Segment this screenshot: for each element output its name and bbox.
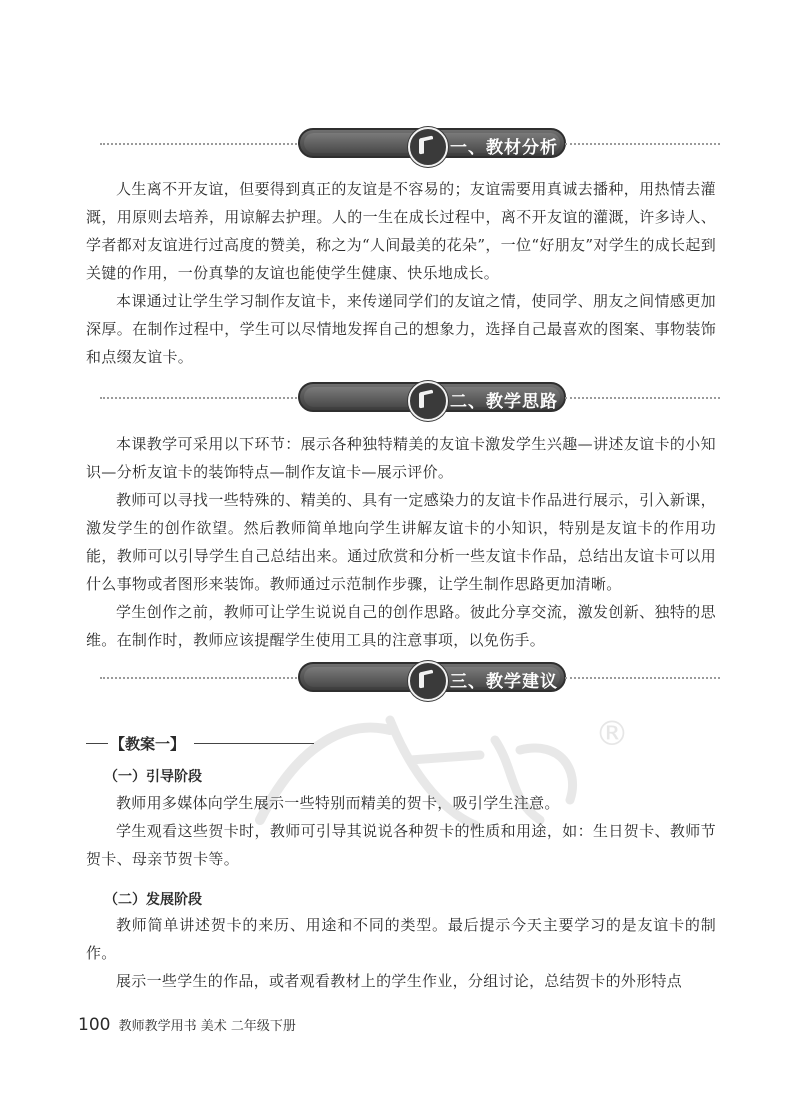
book-emblem-icon [408,661,448,701]
section-title: 一、教材分析 [450,138,558,158]
stage-title-development: （二）发展阶段 [104,892,202,908]
stage-body-development [86,911,716,995]
book-title: 教师教学用书 美术 二年级下册 [118,1019,296,1034]
section-body-teaching-approach [86,430,716,654]
book-emblem-icon [408,381,448,421]
section-header-teaching-suggestions [100,660,720,694]
paragraph: 教师可以寻找一些特殊的、精美的、具有一定感染力的友谊卡作品进行展示，引入新课，激发学生的创作欲望。然后教师简单地向学生讲解友谊卡的小知识，特别是友谊卡的作用功能，教师可以引导学生自己总结出来。通过欣赏和分析一些友谊卡作品，总结出友谊卡可以用什么事物或者图形来装饰。教师通过示范制作步骤，让学生制作思路更加清晰。 [86,491,716,593]
paragraph: 学生观看这些贺卡时，教师可引导其说说各种贺卡的性质和用途，如：生日贺卡、教师节贺卡、母亲节贺卡等。 [86,822,716,868]
paragraph: 展示一些学生的作品，或者观看教材上的学生作业，分组讨论，总结贺卡的外形特点 [116,972,683,990]
section-pill [298,382,566,412]
stage-title-guidance: （一）引导阶段 [104,769,202,785]
section-title: 三、教学建议 [450,672,558,692]
paragraph: 本课通过让学生学习制作友谊卡，来传递同学们的友谊之情，使同学、朋友之间情感更加深厚。在制作过程中，学生可以尽情地发挥自己的想象力，选择自己最喜欢的图案、事物装饰和点缀友谊卡。 [86,292,716,366]
book-emblem-icon [408,127,448,167]
dotted-rule [100,677,300,679]
page-footer [78,1015,296,1035]
dotted-rule [565,143,720,145]
dotted-rule [100,143,300,145]
dotted-rule [565,677,720,679]
stage-body-guidance [86,789,716,873]
dotted-rule [100,397,300,399]
paragraph: 教师用多媒体向学生展示一些特别而精美的贺卡，吸引学生注意。 [116,794,560,812]
paragraph: 学生创作之前，教师可让学生说说自己的创作思路。彼此分享交流，激发创新、独特的思维。在制作时，教师应该提醒学生使用工具的注意事项，以免伤手。 [86,603,716,649]
section-pill [298,128,566,158]
paragraph: 教师简单讲述贺卡的来历、用途和不同的类型。最后提示今天主要学习的是友谊卡的制作。 [86,916,716,962]
lesson-plan-label [86,731,316,755]
section-title: 二、教学思路 [450,392,558,412]
page-number: 100 [78,1015,111,1035]
section-header-analysis [100,126,720,160]
section-body-analysis [86,175,716,371]
section-header-teaching-approach [100,380,720,414]
watermark-registered-mark: ® [595,714,629,754]
paragraph: 人生离不开友谊，但要得到真正的友谊是不容易的；友谊需要用真诚去播种，用热情去灌溉，用原则去培养，用谅解去护理。人的一生在成长过程中，离不开友谊的灌溉，许多诗人、学者都对友谊进行过高度的赞美，称之为“人间最美的花朵”，一位“好朋友”对学生的成长起到关键的作用，一份真挚的友谊也能使学生健康、快乐地成长。 [86,180,716,282]
paragraph: 本课教学可采用以下环节：展示各种独特精美的友谊卡激发学生兴趣—讲述友谊卡的小知识—分析友谊卡的装饰特点—制作友谊卡—展示评价。 [86,435,716,481]
section-pill [298,662,566,692]
dotted-rule [565,397,720,399]
lesson-plan-title: 【教案一】 [110,735,186,753]
